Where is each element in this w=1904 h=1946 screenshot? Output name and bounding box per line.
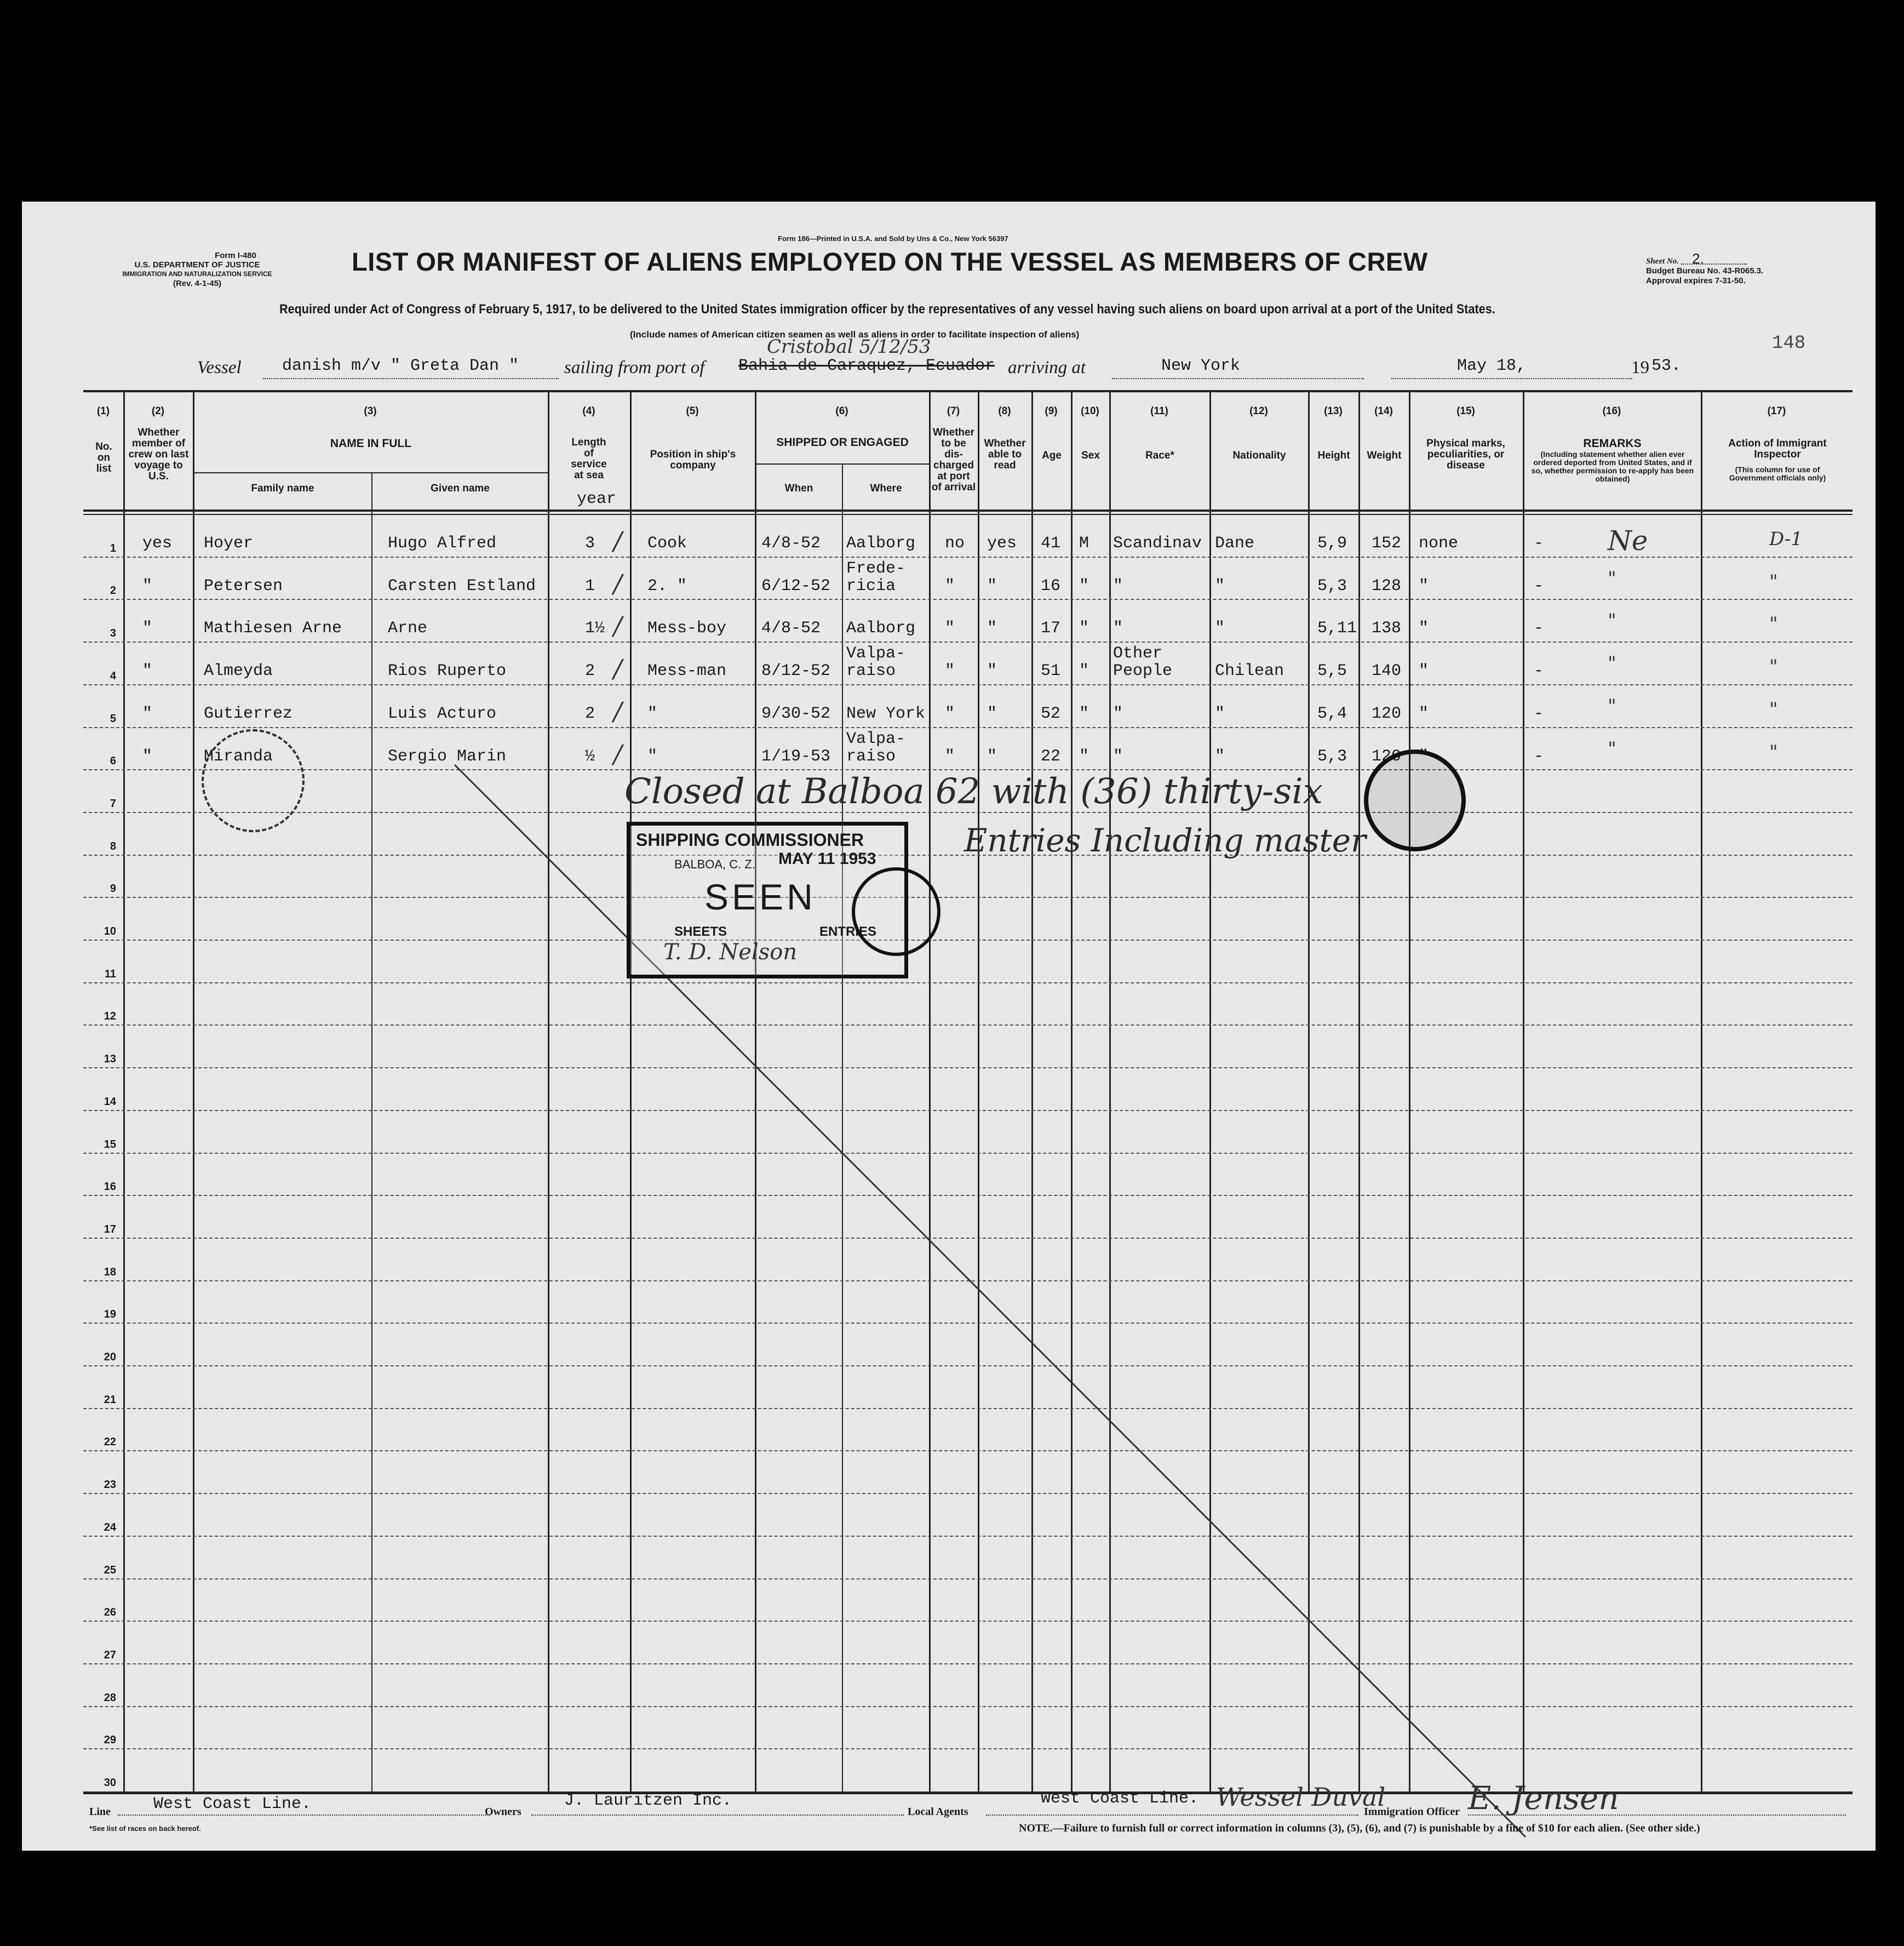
weight-cell: 120 [1372,747,1402,766]
stamp-date: MAY 11 1953 [778,850,876,868]
service-check-mark: / [613,696,622,726]
year-prefix: 19 [1631,358,1649,377]
row-number: 14 [104,1095,116,1108]
footer-line-underline [118,1815,490,1816]
row-number: 30 [104,1777,116,1789]
col-number: (6) [835,405,848,417]
col-header-list-no: No. on list [95,441,112,474]
row-number: 25 [104,1564,116,1576]
approval-expiry: Approval expires 7-31-50. [1646,276,1746,285]
age-cell: 41 [1041,534,1061,553]
row-number: 12 [104,1010,116,1023]
given-name-cell: Carsten Estland [388,576,536,596]
row-number: 4 [110,669,116,682]
row-number: 5 [110,712,116,725]
service-cell: 1½ [585,619,605,638]
col-header-height: Height [1317,450,1350,461]
race-cell: " [1113,576,1123,596]
position-cell: 2. " [647,576,687,596]
age-cell: 17 [1041,619,1061,638]
col-number: (17) [1767,405,1786,417]
discharged-cell: " [945,747,955,766]
arrival-date: May 18, [1457,357,1527,375]
shipped-where-cell: Aalborg [846,619,916,638]
height-cell: 5,3 [1317,576,1347,596]
row-number: 16 [104,1181,116,1193]
stamp-signature: T. D. Nelson [663,940,798,965]
footer-owners-underline [531,1815,904,1816]
weight-cell: 120 [1372,704,1402,723]
nationality-cell: Dane [1215,534,1255,553]
round-seal [202,729,305,832]
remarks-handwritten: " [1608,653,1616,675]
race-cell: Scandinav [1113,534,1202,553]
row-number: 26 [104,1606,116,1619]
shipped-when-cell: 4/8-52 [761,619,821,638]
required-note: Required under Act of Congress of February 5, 1917, to be delivered to the United States immigration officer by the representatives of any vessel having such aliens on board upon arrival at a port of the United States. [279,302,1495,317]
weight-cell: 128 [1372,576,1402,596]
prev-voyage-cell: yes [142,534,173,553]
form-number: Form I-480 [215,251,256,260]
stamp-sheets: SHEETS [674,924,727,939]
include-note: (Include names of American citizen seamen as well as aliens in order to facilitate inspection of aliens) [630,329,1080,340]
sailing-label: sailing from port of [564,358,705,377]
row-number: 21 [104,1393,116,1406]
height-cell: 5,3 [1317,747,1347,766]
nationality-cell: " [1215,747,1225,766]
col-number: (9) [1045,405,1058,417]
nationality-cell: Chilean [1215,662,1284,681]
col-header-discharged: Whether to be dis-charged at port of arrival [931,427,976,493]
budget-bureau: Budget Bureau No. 43-R065.3. [1646,266,1764,276]
col-header-name: NAME IN FULL [330,437,412,450]
race-footnote: *See list of races on back hereof. [89,1824,201,1833]
footer-line-value: West Coast Line. [153,1795,312,1813]
vessel-name: danish m/v " Greta Dan " [282,357,519,375]
remarks-cell: - [1534,662,1544,681]
col-number: (15) [1456,405,1475,417]
col-number: (14) [1374,405,1393,417]
col-number: (10) [1081,405,1099,417]
family-name-cell: Petersen [204,576,283,596]
nationality-cell: " [1215,704,1225,723]
discharged-cell: " [945,619,955,638]
shipped-where-cell: Valpa- [846,644,906,663]
stamp-line1: SHIPPING COMMISSIONER [636,830,864,850]
able-to-read-cell: yes [987,534,1017,553]
shipped-where-cell: Frede- [846,559,906,578]
row-number: 15 [104,1138,116,1151]
col-number: (2) [151,405,165,417]
col-header-position: Position in ship's company [650,449,736,471]
sheet-label: Sheet No. [1646,257,1679,266]
shipped-where-cell: raiso [846,662,896,681]
shipped-where-cell: Aalborg [846,534,916,553]
col-header-prev-voyage: Whether member of crew on last voyage to U.S. [128,427,189,482]
age-cell: 16 [1041,576,1061,596]
sheet-number: 2. [1681,254,1747,265]
arriving-label: arriving at [1008,358,1086,377]
prev-voyage-cell: " [142,576,153,596]
service-check-mark: / [613,654,622,684]
col-number: (11) [1150,405,1168,417]
col-header-family-name: Family name [251,483,314,494]
able-to-read-cell: " [987,619,997,638]
row-number: 9 [110,883,116,895]
shipped-when-cell: 8/12-52 [761,662,831,681]
inspector-action-cell: " [1769,741,1778,763]
physical-marks-cell: " [1419,619,1429,638]
given-name-cell: Rios Ruperto [388,662,507,681]
col-header-given-name: Given name [431,483,490,494]
col-header-race: Race* [1145,450,1174,461]
age-cell: 22 [1041,747,1061,766]
sex-cell: " [1079,576,1089,596]
inspector-action-cell: " [1769,698,1778,720]
stamp-seen: SEEN [704,877,816,917]
prev-voyage-cell: " [142,662,153,681]
height-cell: 5,5 [1317,662,1347,681]
footer-agents-underline [986,1815,1358,1816]
prev-voyage-cell: " [142,619,153,638]
able-to-read-cell: " [987,747,997,766]
row-number: 1 [110,542,116,554]
physical-marks-cell: " [1419,576,1429,596]
col-number: (5) [686,405,699,417]
row-number: 24 [104,1521,116,1533]
round-seal [852,867,940,956]
row-number: 22 [104,1436,116,1449]
given-name-cell: Hugo Alfred [388,534,497,553]
remarks-cell: - [1534,619,1544,638]
shipped-where-cell: New York [846,704,926,723]
row-number: 8 [110,840,116,852]
col-header-when: When [784,483,813,494]
footer-agents-label: Local Agents [908,1806,968,1818]
discharged-cell: no [945,534,965,553]
remarks-handwritten: " [1608,567,1616,589]
col-number: (3) [364,405,377,417]
col-header-remarks-note: (Including statement whether alien ever ordered deported from United States, and if so, whether permission to re-apply has been obtained) [1531,450,1694,483]
physical-marks-cell: " [1419,747,1429,766]
row-number: 17 [104,1223,116,1235]
col-header-service-unit: year [577,490,617,508]
service-check-mark: / [613,611,622,641]
given-name-cell: Arne [388,619,428,638]
col-header-inspector-note: (This column for use of Government officials only) [1729,465,1826,482]
printer-note: Form 186—Printed in U.S.A. and Sold by Uns & Co., New York 56397 [778,234,1008,243]
service-cell: 2 [585,662,595,681]
row-number: 7 [110,797,116,810]
penalty-note: NOTE.—Failure to furnish full or correct information in columns (3), (5), (6), and (7) is punishable by a fine of $10 for each alien. (See other side.) [1019,1822,1700,1834]
family-name-cell: Almeyda [204,662,273,681]
position-cell: " [647,747,658,766]
remarks-handwritten: " [1608,610,1616,632]
remarks-cell: - [1534,534,1544,553]
service-check-mark: / [613,526,622,556]
inspector-action-cell: " [1769,613,1778,636]
sex-cell: M [1079,534,1089,553]
col-number: (7) [947,405,960,417]
col-number: (13) [1324,405,1343,417]
able-to-read-cell: " [987,704,997,723]
service-cell: 2 [585,704,595,723]
col-header-physical-marks: Physical marks, peculiarities, or disease [1426,438,1505,471]
race-cell: " [1113,704,1123,723]
inspector-action-cell: D-1 [1769,528,1803,550]
race-cell: People [1113,662,1173,681]
given-name-cell: Luis Acturo [388,704,497,723]
row-number: 3 [110,627,116,640]
physical-marks-cell: " [1419,662,1429,681]
col-header-age: Age [1042,450,1062,461]
col-header-nationality: Nationality [1232,450,1286,461]
sailing-port-struck: Bahia de Caraquez, Ecuador [738,357,995,375]
footer-owners-value: J. Lauritzen Inc. [564,1792,732,1810]
service-cell: 1 [585,576,595,596]
arrival-port: New York [1161,357,1241,375]
row-number: 27 [104,1649,116,1661]
height-cell: 5,9 [1317,534,1347,553]
footer-officer-label: Immigration Officer [1364,1806,1460,1818]
col-header-remarks: REMARKS [1583,437,1642,450]
row-number: 11 [104,968,116,980]
age-cell: 52 [1041,704,1061,723]
remarks-cell: - [1534,747,1544,766]
physical-marks-cell: none [1419,534,1459,553]
row-number: 29 [104,1734,116,1747]
col-header-shipped: SHIPPED OR ENGAGED [776,436,909,449]
round-seal [1364,749,1466,851]
inspector-action-cell: " [1769,570,1778,593]
weight-cell: 138 [1372,619,1402,638]
race-cell: " [1113,619,1123,638]
position-cell: Mess-boy [647,619,727,638]
col-header-read: Whether able to read [984,438,1026,471]
remarks-cell: - [1534,704,1544,723]
footer-owners-label: Owners [485,1806,521,1818]
department-name: U.S. DEPARTMENT OF JUSTICE [134,260,260,270]
physical-marks-cell: " [1419,704,1429,723]
remarks-cell: - [1534,576,1544,596]
col-number: (1) [96,405,110,417]
family-name-cell: Mathiesen Arne [204,619,342,638]
row-number: 20 [104,1351,116,1363]
col-number: (12) [1249,405,1268,417]
nationality-cell: " [1215,619,1225,638]
discharged-cell: " [945,662,955,681]
remarks-handwritten: Ne [1608,525,1648,557]
weight-cell: 152 [1372,534,1402,553]
position-cell: Cook [647,534,687,553]
inspector-action-cell: " [1769,656,1778,678]
closing-annotation-line1: Closed at Balboa 62 with (36) thirty-six [624,771,1323,812]
family-name-cell: Miranda [204,747,273,766]
vessel-label: Vessel [197,358,242,377]
footer-agents-signature: Wessel Duval [1216,1782,1386,1812]
col-header-inspector: Action of Immigrant Inspector [1728,438,1827,460]
stamp-entries: ENTRIES [819,924,877,939]
service-check-mark: / [613,568,622,598]
footer-line-label: Line [89,1806,111,1818]
shipped-when-cell: 6/12-52 [761,576,831,596]
remarks-handwritten: " [1608,737,1616,760]
footer-officer-underline [1468,1815,1846,1816]
height-cell: 5,4 [1317,704,1347,723]
row-number: 28 [104,1691,116,1704]
service-check-mark: / [613,739,622,769]
remarks-handwritten: " [1608,695,1616,717]
closing-annotation-line2: Entries Including master [964,822,1366,859]
sex-cell: " [1079,619,1089,638]
row-number: 10 [104,925,116,937]
form-title: LIST OR MANIFEST OF ALIENS EMPLOYED ON THE VESSEL AS MEMBERS OF CREW [352,247,1428,276]
shipped-where-cell: ricia [846,576,896,596]
sex-cell: " [1079,747,1089,766]
shipped-when-cell: 4/8-52 [761,534,821,553]
age-cell: 51 [1041,662,1061,681]
service-name: IMMIGRATION AND NATURALIZATION SERVICE [122,270,272,278]
row-number: 6 [110,755,116,768]
able-to-read-cell: " [987,576,997,596]
col-number: (16) [1602,405,1621,417]
row-number: 23 [104,1479,116,1491]
stamp-line2: BALBOA, C. Z. [674,857,755,871]
footer-officer-signature: E. Jensen [1468,1779,1619,1817]
page-reference: 148 [1772,333,1806,354]
family-name-cell: Hoyer [204,534,254,553]
arrival-year: 53. [1651,357,1682,375]
family-name-cell: Gutierrez [204,704,293,723]
service-cell: 3 [585,534,595,553]
sex-cell: " [1079,662,1089,681]
row-number: 18 [104,1266,116,1278]
discharged-cell: " [945,704,955,723]
sex-cell: " [1079,704,1089,723]
row-number: 19 [104,1308,116,1321]
col-header-sex: Sex [1081,450,1100,461]
nationality-cell: " [1215,576,1225,596]
weight-cell: 140 [1372,662,1402,681]
race-cell: Other [1113,644,1163,663]
position-cell: " [647,704,658,723]
footer-agents-value: West Coast Line. [1041,1789,1199,1808]
prev-voyage-cell: " [142,704,153,723]
row-number: 13 [104,1053,116,1066]
col-header-where: Where [870,483,902,494]
col-header-service: Length of service at sea [571,437,607,481]
shipped-where-cell: Valpa- [846,729,906,748]
diagonal-pen-stroke [22,202,1876,1851]
row-number: 2 [110,585,116,597]
service-cell: ½ [585,747,595,766]
race-cell: " [1113,747,1123,766]
sailing-port-handwritten: Cristobal 5/12/53 [767,336,931,358]
manifest-sheet [22,202,1876,1851]
shipped-where-cell: raiso [846,747,896,766]
shipped-when-cell: 1/19-53 [761,747,831,766]
shipped-when-cell: 9/30-52 [761,704,831,723]
able-to-read-cell: " [987,662,997,681]
height-cell: 5,11 [1317,619,1357,638]
discharged-cell: " [945,576,955,596]
prev-voyage-cell: " [142,747,153,766]
given-name-cell: Sergio Marin [388,747,507,766]
col-header-weight: Weight [1367,450,1402,461]
col-number: (8) [998,405,1011,417]
form-revision: (Rev. 4-1-45) [173,279,222,288]
col-number: (4) [582,405,595,417]
position-cell: Mess-man [647,662,727,681]
